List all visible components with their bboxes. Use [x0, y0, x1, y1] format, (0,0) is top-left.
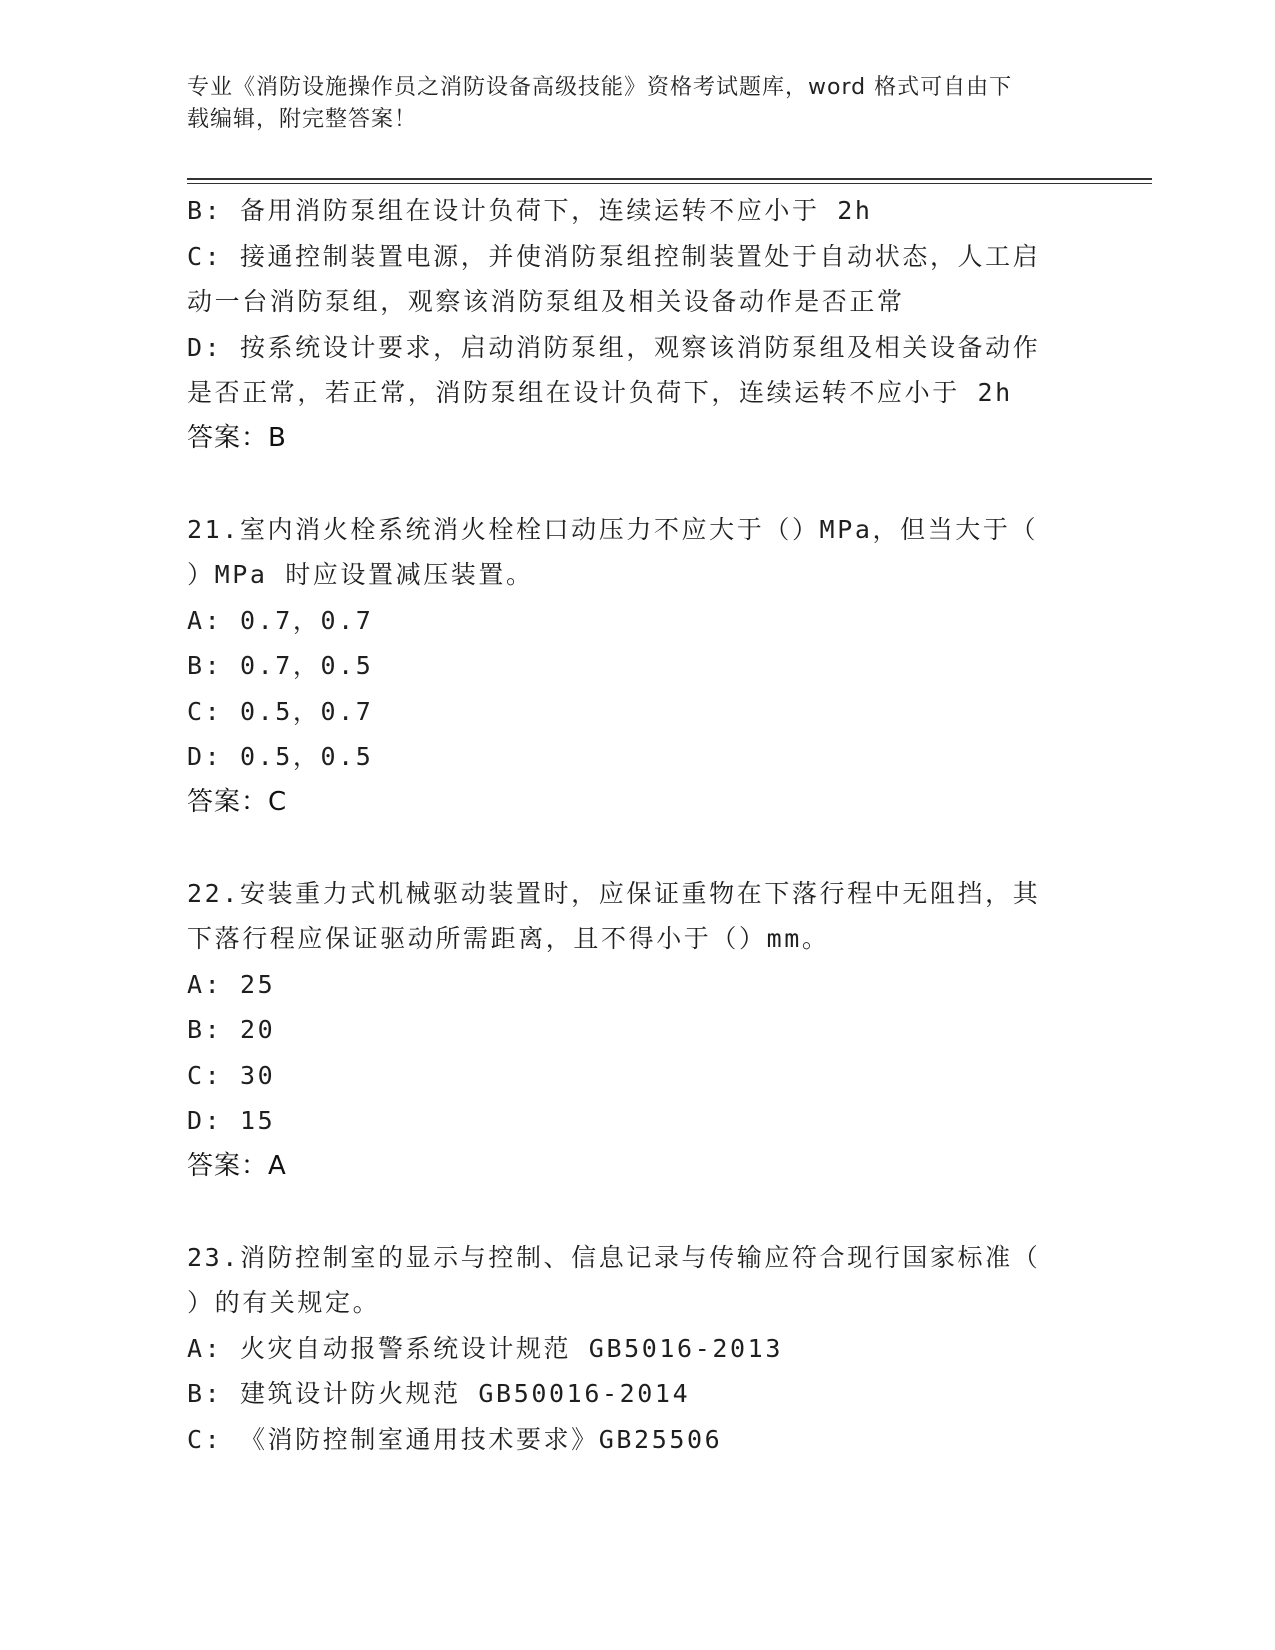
question-23-option-c: C: 《消防控制室通用技术要求》GB25506	[187, 1424, 723, 1454]
question-21-line-2: ）MPa 时应设置减压装置。	[187, 560, 534, 589]
option-d-line-2: 是否正常，若正常，消防泵组在设计负荷下，连续运转不应小于 2h	[187, 378, 1013, 407]
spacer	[187, 1189, 1072, 1235]
question-22-option-d: D: 15	[187, 1106, 276, 1135]
header-divider-thin	[187, 183, 1152, 184]
question-21-answer: 答案：C	[187, 786, 288, 817]
question-22-line-1: 22.安装重力式机械驱动装置时，应保证重物在下落行程中无阻挡，其	[187, 878, 1041, 908]
question-21-line-1: 21.室内消火栓系统消火栓栓口动压力不应大于（）MPa，但当大于（	[187, 514, 1039, 544]
answer-line: 答案：B	[187, 422, 287, 453]
question-21-option-a: A: 0.7，0.7	[187, 605, 374, 635]
question-22-option-c: C: 30	[187, 1060, 276, 1090]
question-22-option-b: B: 20	[187, 1015, 276, 1044]
header-divider-thick	[187, 178, 1152, 180]
option-c-line-1: C: 接通控制装置电源，并使消防泵组控制装置处于自动状态，人工启	[187, 241, 1041, 271]
question-22-option-a: A: 25	[187, 969, 276, 999]
option-d-line-1: D: 按系统设计要求，启动消防泵组，观察该消防泵组及相关设备动作	[187, 332, 1041, 362]
question-23-line-1: 23.消防控制室的显示与控制、信息记录与传输应符合现行国家标准（	[187, 1242, 1041, 1272]
question-23-line-2: ）的有关规定。	[187, 1288, 381, 1317]
header-line-1: 专业《消防设施操作员之消防设备高级技能》资格考试题库，word 格式可自由下	[187, 75, 1013, 100]
header-line-2: 载编辑，附完整答案！	[187, 107, 418, 132]
question-21-option-b: B: 0.7，0.5	[187, 651, 374, 680]
question-21-option-d: D: 0.5，0.5	[187, 742, 374, 771]
question-22-line-2: 下落行程应保证驱动所需距离，且不得小于（）mm。	[187, 924, 830, 953]
question-21-option-c: C: 0.5，0.7	[187, 696, 374, 726]
option-b: B: 备用消防泵组在设计负荷下，连续运转不应小于 2h	[187, 196, 873, 225]
option-c-line-2: 动一台消防泵组，观察该消防泵组及相关设备动作是否正常	[187, 287, 905, 316]
question-23-option-b: B: 建筑设计防火规范 GB50016-2014	[187, 1379, 691, 1408]
spacer	[187, 825, 1072, 871]
spacer	[187, 461, 1072, 507]
question-content	[187, 188, 1072, 1462]
document-header	[187, 72, 1067, 136]
question-23-option-a: A: 火灾自动报警系统设计规范 GB5016-2013	[187, 1333, 783, 1363]
question-22-answer: 答案：A	[187, 1150, 287, 1181]
